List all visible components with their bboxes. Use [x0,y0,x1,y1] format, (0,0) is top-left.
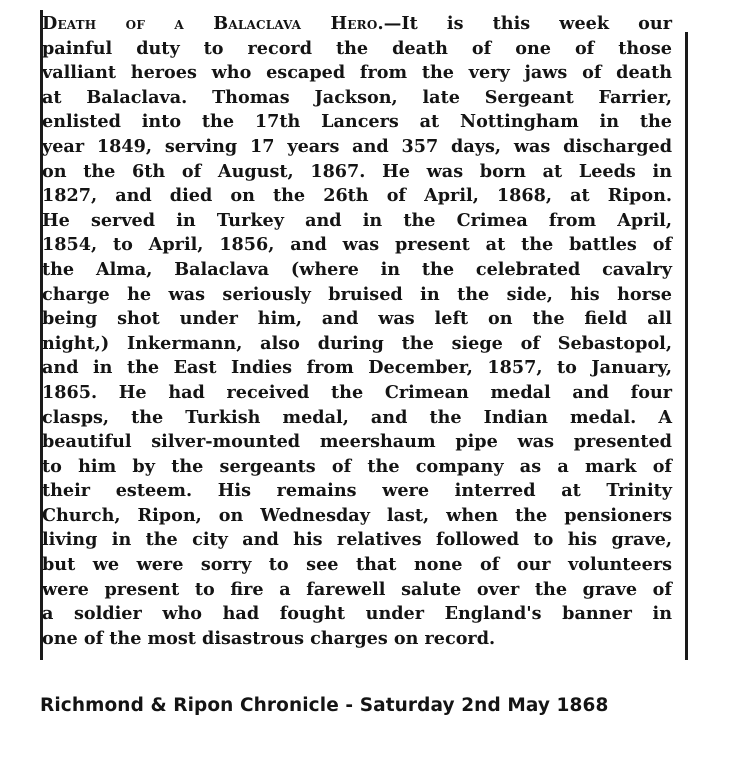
article-line: clasps, the Turkish medal, and the Indian medal. A [42,406,672,428]
article-line: 1865. He had received the Crimean medal and four [42,381,672,403]
article-line: and in the East Indies from December, 1857, to January, [42,357,672,379]
article-line: were present to fire a farewell salute over the grave of [42,578,672,600]
source-caption: Richmond & Ripon Chronicle - Saturday 2nd May 1868 [40,695,609,716]
article-line: beautiful silver-mounted meershaum pipe was presented [42,431,672,453]
article-line: on the 6th of August, 1867. He was born at Leeds in [42,160,672,182]
article-line: at Balaclava. Thomas Jackson, late Sergeant Farrier, [42,86,672,108]
article-line: 1854, to April, 1856, and was present at the battles of [42,234,672,256]
article-line: the Alma, Balaclava (where in the celebrated cavalry [42,258,672,280]
article-line: Church, Ripon, on Wednesday last, when the pensioners [42,504,672,526]
article-line: being shot under him, and was left on the field all [42,308,672,330]
article-line: 1827, and died on the 26th of April, 1868, at Ripon. [42,185,672,207]
article-body [42,12,672,660]
article-line: to him by the sergeants of the company as a mark of [42,455,672,477]
article-heading: Death of a Balaclava Hero. [42,13,384,34]
article-line: a soldier who had fought under England's banner in [42,603,672,625]
article-line: one of the most disastrous charges on record. [42,627,496,649]
article-line: He served in Turkey and in the Crimea from April, [42,209,672,231]
article-line: valliant heroes who escaped from the very jaws of death [42,62,672,84]
article-line: painful duty to record the death of one of those [42,37,672,59]
article-line: living in the city and his relatives followed to his grave, [42,529,672,551]
column-rule-right [685,32,688,660]
article-line: charge he was seriously bruised in the side, his horse [42,283,672,305]
article-line: Death of a Balaclava Hero.—It is this week our [42,13,672,34]
article-line: their esteem. His remains were interred at Trinity [42,480,672,502]
article-line: enlisted into the 17th Lancers at Nottingham in the [42,111,672,133]
article-line: night,) Inkermann, also during the siege of Sebastopol, [42,332,672,354]
article-line: but we were sorry to see that none of our volunteers [42,554,672,576]
article-line: year 1849, serving 17 years and 357 days, was discharged [42,135,672,157]
